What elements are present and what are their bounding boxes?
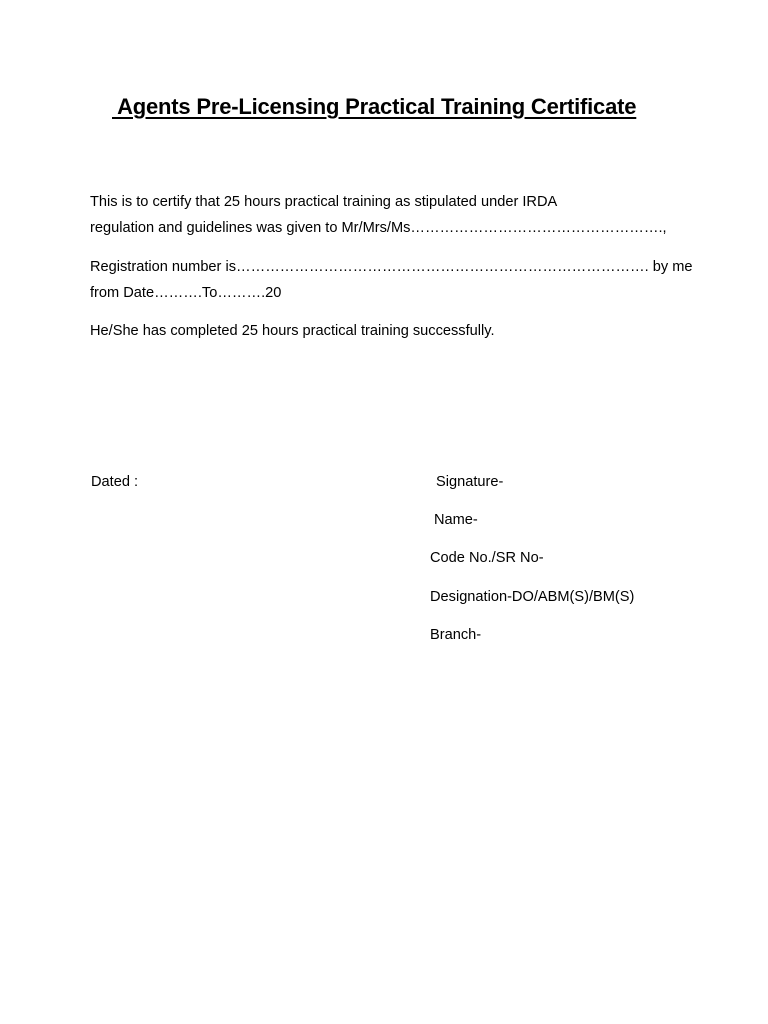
dated-label: Dated :	[91, 474, 139, 490]
registration-paragraph	[90, 254, 693, 306]
designation-label: Designation-DO/ABM(S)/BM(S)	[430, 589, 635, 605]
name-label: Name-	[434, 512, 478, 528]
certification-line-1: This is to certify that 25 hours practical training as stipulated under IRDA	[90, 194, 558, 210]
certificate-title: Agents Pre-Licensing Practical Training Certificate	[112, 94, 637, 119]
branch-label: Branch-	[430, 627, 482, 643]
certification-line-2: regulation and guidelines was given to Mr/Mrs/Ms…………………………………………….,	[90, 220, 667, 236]
code-number-label: Code No./SR No-	[430, 550, 544, 566]
registration-line-2: from Date……….To……….20	[90, 285, 282, 301]
completion-statement: He/She has completed 25 hours practical training successfully.	[90, 323, 495, 339]
signature-label: Signature-	[436, 474, 504, 490]
registration-line-1: Registration number is…………………………………………………………………………. by me	[90, 259, 693, 275]
certification-paragraph	[90, 189, 690, 241]
